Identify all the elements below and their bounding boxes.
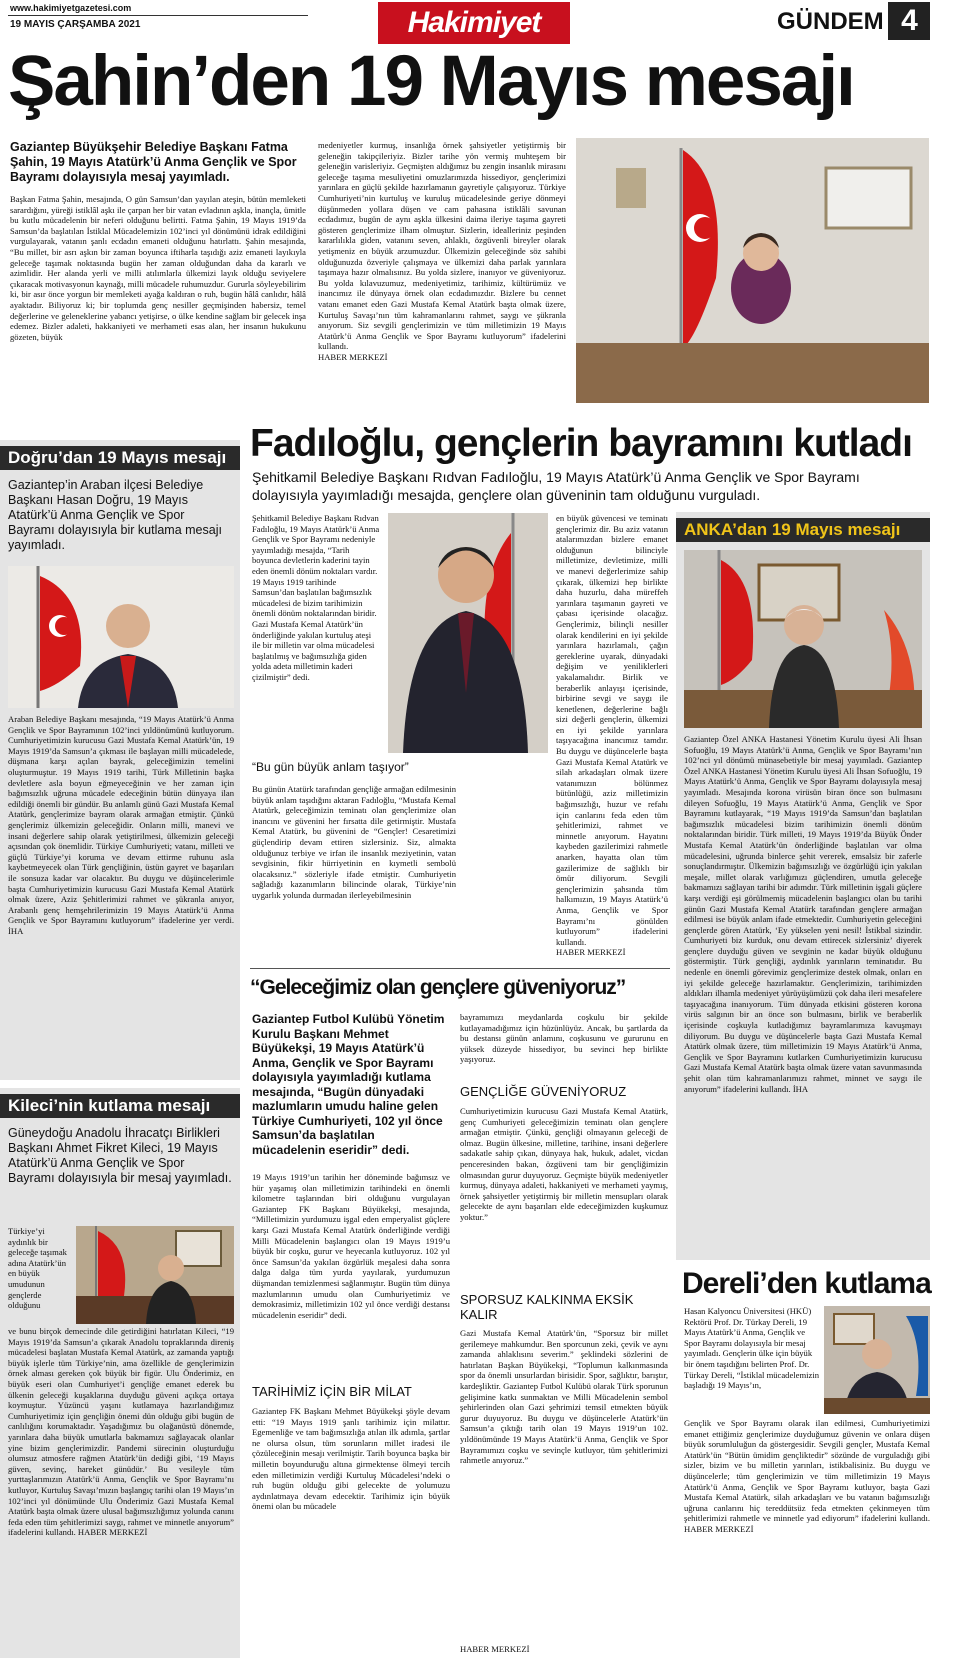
gfk-byline: HABER MERKEZİ bbox=[460, 1644, 530, 1654]
section-label: GÜNDEM bbox=[777, 8, 884, 35]
dereli-body-top: Hasan Kalyoncu Üniversitesi (HKÜ) Rektörü Prof. Dr. Türkay Dereli, 19 Mayıs Atatürk’ü Anma, Gençlik ve Spor Bayramı dolayısıyla bir mesaj yayımladı. Gençlerin ülke için büyük bir önem taşıdığını belirten Prof. Dr. Türkay Dereli, “İstiklal mücadelemizin başladığı 19 Mayıs’ın, bbox=[684, 1306, 820, 1391]
gfk-col1b: Gaziantep FK Başkanı Mehmet Büyükekşi şöyle devam etti: “19 Mayıs 1919 şanlı tarihimiz için milattır. Egemenliğe ve tam bağımsızlığa atılan ilk adımla, şartlar ne olursa olsun, tüm sorunların millet iradesi ile çözüleceğinin mesajı verilmiştir. Tarih boyunca başka bir milletin boyunduruğu altına girmektense ölmeyi tercih eden milletimizin verdiği Kurtuluş Mücadelesi’ndeki o ruh bugün olduğu gibi gelecekte de yolumuzu aydınlatmaya devam edecektir. Tarihimiz için büyük önemi olan bu mücadele bbox=[252, 1406, 450, 1512]
main-byline: HABER MERKEZİ bbox=[318, 351, 388, 362]
gfk-col2: bayramımızı meydanlarda coşkulu bir şekilde kutlayamadığımız için hüzünlüyüz. Ancak, bu şartlarda da bu destansı günün anlamını, coşkusunu ve gururunu en yüksek düzeyde hissediyor, bu sevinci hep birlikte yaşıyoruz. bbox=[460, 1012, 668, 1065]
issue-date: 19 MAYIS ÇARŞAMBA 2021 bbox=[10, 19, 141, 30]
gfk-headline: “Geleceğimiz olan gençlere güveniyoruz” bbox=[250, 976, 626, 999]
kileci-lead: Güneydoğu Anadolu İhracatçı Birlikleri Başkanı Ahmet Fikret Kileci, 19 Mayıs Atatürk’ü Anma Gençlik ve Spor Bayramı dolayısıyla bir mesaj yayımladı. bbox=[8, 1126, 232, 1185]
anka-body: Gaziantep Özel ANKA Hastanesi Yönetim Kurulu üyesi Ali İhsan Sofuoğlu, 19 Mayıs Atatürk’ü Anma, Gençlik ve Spor Bayramı’nın 102’nci yıl dönümü münasebetiyle bir mesaj yayımladı. Gaziantep Özel ANKA Hastanesi Yönetim Kurulu üyesi Ali İhsan Sofuoğlu, 19 Mayıs Atatürk’ü Anma, Gençlik ve Spor Bayramı dolayısıyla mesaj yayımladı. Mesajında korona virüsün biran önce son bulmasını dileyen Sofuoğlu, 19 Mayıs Atatürk’ü Anma, Gençlik ve Spor Bayramını kutlayarak, “19 Mayıs 1919’da Samsun’dan başlatılan bağımsızlık mücadelesi bizim tarihimizin önemli dönüm noktalarından biridir. Türk milleti, 19 Mayıs 1919’da Büyük Önder Mustafa Kemal Atatürk’ün önderliğinde başlatılan var olma mücadelesini, uğrunda binlerce şehit vererek, emsalsiz bir zaferle sonuçlandırmıştır. Ülkemizin bağımsızlığı ve özgürlüğü için yakılan meşale, millet olarak varlığımızı güçlendiren, umutla geleceğe bakmamızı sağlayan tarihi bir adımdır. Türk milletinin işgali güçlere karşı verdiği eşi görülmemiş mücadelenin başlangıcı olan bu tarihi günün Gazi Mustafa Kemal Atatürk tarafından gençlere armağan edilmesi ise büyük anlam ifade etmektedir. Cumhuriyetin geleceğini gençlerde gören Atatürk, ‘Ey yükselen yeni nesil! İstikbal sizindir. Cumhuriyeti biz kurduk, onu devam ettirecek sizlersiniz’ diyerek gençlere duyduğu güven ve sevginin ne kadar büyük olduğunu göstermiştir. Türk gençliği, aydınlık yarınların teminatıdır. Bu nedenle en önemli görevimiz gençlerimize destek olmak, onları en iyi şekilde geleceğe hazırlamaktır. Gençlerimizin, tarihimizden aldıkları ilhamla medeniyet yürüyüşümüzü çok daha ileri mesafelere taşıyacağına inanıyorum. Tüm dünyada etkisini gösteren korona virüs salgının bir an önce son bulmasını, birlik ve beraberlik içerisinde coşkuyla kutladığımız bayramlarımıza kavuşmayı diliyorum. Bu duygu ve düşüncelerle başta Gazi Mustafa Kemal Atatürk olmak üzere, tüm milletimizin 19 Mayıs Atatürk’ü Anma, Gençlik ve Spor Bayramını kutlarken Cumhuriyetimizin kurucusu Gazi Mustafa Kemal Atatürk başta olmak üzere vatan savunmasında şehit olan tüm kahramanlarımızı rahmet, minnet ve saygı ile anıyorum” ifadelerini kullandı. İHA bbox=[684, 734, 922, 1094]
anka-photo-illustration bbox=[684, 550, 922, 728]
gfk-col2c: Gazi Mustafa Kemal Atatürk’ün, “Sporsuz bir millet gerilemeye mahkumdur. Ben sporcunun zeki, çevik ve aynı zamanda ahlaklısını severim.” şeklindeki sözlerini de hatırlatan Başkan Büyükekşi, “Toplumun kalkınmasında spor da önemli unsurlardan birisidir. Spor, sağlıktır, barıştır, kardeşliktir. Gaziantep Futbol Kulübü olarak Türk sporunun gelişimine katkı sunmaktan ve Milli Mücadelenin sembol şehirlerinden olan Gazi şehrimizi temsil etmekten büyük gurur duyuyoruz. Bu duygu ve düşüncelerle Atatürk’ün Samsun’a çıktığı tarih olan 19 Mayıs 1919’un 102. yıldönümünde 19 Mayıs Atatürk’ü Anma, Gençlik ve Spor Bayramımızı coşku ve sevinçle kutluyor, tüm şehitlerimizi rahmetle anıyoruz.” bbox=[460, 1328, 668, 1466]
kileci-photo-illustration bbox=[76, 1226, 234, 1324]
gfk-col2b: Cumhuriyetimizin kurucusu Gazi Mustafa Kemal Atatürk, genç Cumhuriyeti geleceğimizin teminatı olan gençlere armağan etmiştir. Çünkü, gençliği olmayanın geleceği de olmaz. Bugün ülkesine, milletine, tarihine, insani değerlere sadakatle sahip çıkan, dünyaya hak, hukuk, adalet, vicdan penceresinden bakan, özgüveni tam bir gençliğimizin olmasından gurur duyuyoruz. Geçmişte büyük medeniyetler kurmuş, dünyaya adaleti, hakkaniyeti ve merhameti yaymış, örnek şahsiyetler yetiştirmiş bir milletin mensupları olarak gelecekte de aynı başarıları elde edeceğimizden kuşkumuz yoktur.” bbox=[460, 1106, 668, 1222]
anka-photo bbox=[684, 550, 922, 728]
dereli-heading: Dereli’den kutlama bbox=[682, 1267, 931, 1300]
page-number-box bbox=[888, 2, 930, 40]
kileci-photo bbox=[76, 1226, 234, 1324]
gfk-lead: Gaziantep Futbol Kulübü Yönetim Kurulu Başkanı Mehmet Büyükekşi, 19 Mayıs Atatürk’ü Anma, Gençlik ve Spor Bayramı dolayısıyla yayımladığı kutlama mesajında, “Bugün dünyadaki mazlumların umudu haline gelen Türkiye Cumhuriyeti, 102 yıl önce Samsun’da başlatılan mücadelenin eseridir” dedi. bbox=[252, 1012, 445, 1157]
fadil-col1: Şehitkamil Belediye Başkanı Rıdvan Fadıloğlu, 19 Mayıs Atatürk’ü Anma Gençlik ve Spor Bayramı nedeniyle yayımladığı mesajda, “Tarih boyunca devletlerin kaderini tayin eden önemli dönüm noktaları vardır. 19 Mayıs 1919 tarihinde Samsun’dan başlatılan bağımsızlık mücadelesi de bizim tarihimizin önemli dönüm noktalarından biridir. Gazi Mustafa Kemal Atatürk’ün önderliğinde yakılan kurtuluş ateşi ile bir milletin var olma mücadelesi başlatılmış ve bağımsızlığa giden yolda adeta milletimin kaderi çizilmiştir” dedi. bbox=[252, 513, 380, 682]
dogru-lead: Gaziantep’in Araban ilçesi Belediye Başkanı Hasan Doğru, 19 Mayıs Atatürk’ü Anma Gençlik ve Spor Bayramı dolayısıyla bir kutlama mesajı yayımladı. bbox=[8, 478, 222, 552]
sahin-photo-illustration bbox=[576, 138, 929, 403]
logo-text: Hakimiyet bbox=[407, 6, 541, 39]
gfk-sub2: GENÇLİĞE GÜVENİYORUZ bbox=[460, 1084, 627, 1099]
page-number: 4 bbox=[901, 4, 917, 37]
gfk-sub1: TARİHİMİZ İÇİN BİR MİLAT bbox=[252, 1384, 412, 1399]
dereli-photo-illustration bbox=[824, 1306, 930, 1414]
main-lead: Gaziantep Büyükşehir Belediye Başkanı Fatma Şahin, 19 Mayıs Atatürk’ü Anma Gençlik ve Spor Bayramı dolayısıyla mesaj yayımladı. bbox=[10, 140, 297, 184]
fadil-col3-body: en büyük güvencesi ve teminatı gençlerimiz dir. Bu aziz vatanın atalarımızdan bizlere emanet olduğunun bilinciyle milletimize, devletimize, milli ve manevi değerlerimize sahip çıkarak, ülkemizi hep birlikte daha huzurlu, daha müreffeh yarınlara taşımanın gayreti ve çabası içerisinde olacağız. Gençlerimiz, bilinçli nesiller olarak kendilerini en iyi şekilde yarınlara hazırlamalı, çağın gereklerine uyarak, dünyadaki değişim ve yeniliklerleri yakalamalıdır. Birlik ve beraberlik anlayışı içerisinde, birbirine sevgi ve saygı ile kenetlenen, değerlerine bağlı sizi değerli gençlerin, ülkemizi en iyi şekilde yarınlara taşıyacağına inancımız tamdır. Bu duygu ve düşüncelerle başta Gazi Mustafa Kemal Atatürk ve silah arkadaşları olmak üzere vatanımızın bölünmez bütünlüğü, aziz milletimizin bağımsızlığı, huzur ve refahı için canlarını feda eden tüm şehitlerimizi, rahmet ve minnetle anıyorum. Hayatını kaybeden gazilerimizi rahmetle anarken, hayatta olan tüm gazilerimize de sağlıklı bir ömür diliyorum. Sevgili gençlerimizin şahsında tüm halkımızın, 19 Mayıs Atatürk’ü Anma, Gençlik ve Spor Bayramı’nı gönülden kutluyorum” ifadelerini kullandı. bbox=[556, 513, 668, 947]
gfk-rule bbox=[250, 968, 670, 969]
anka-heading: ANKA’dan 19 Mayıs mesajı bbox=[676, 518, 930, 542]
main-headline: Şahin’den 19 Mayıs mesajı bbox=[8, 42, 854, 121]
dereli-photo bbox=[824, 1306, 930, 1414]
sahin-photo bbox=[576, 138, 929, 403]
main-col2-text: medeniyetler kurmuş, insanlığa örnek şahsiyetler yetiştirmiş bir geleneğin takipçileriyiz. Bizler tarihe yön vermiş muhteşem bir geleneğin varisleriyiz. Geçmişten aldığımız bu zengin insanlık mirasını geleceğe taşıma mesuliyetini omuzlarımızda hissediyor, gençlerimizi yarınlara en güçlü şekilde hazırlamanın gayretiyle çalışıyoruz. Türkiye Cumhuriyeti’nin kurtuluş ve kuruluş mücadelesinde geriye dönmeyi düşünmeden yollara düşen ve cam pahasına istiklâli savunan ecdadımız, bugün de aynı aşkla ülkesini daima ileriye taşıma gayreti gösteren gençlerimize ilham olmuştur. Sizlerin, idealleriniz peşinden kararlılıkla giden, vatanını seven, ahlaklı, özgüvenli bireyler olarak yetişmeniz en büyük arzumuzdur. Ülkemizin geleceğinde söz sahibi olduğunuzda özveriyle çalışmaya ve ülkemizi daha parlak yarınlara taşımaya hazır olmalısınız. Bu yolda sizlere, inanıyor ve güveniyoruz. Bu yolda kılavuzumuz, medeniyetimiz, tarihimiz, kültürümüz ve inancımız ile dünyaya örnek olan ecdadımızdır. Bizlere bu cennet vatanı emanet eden Gazi Mustafa Kemal Atatürk başta olmak üzere, Kurtuluş Savaşı’nın tüm kahramanlarını rahmet, saygı ve şükranla anıyorum. Siz sevgili gençlerimizin ve tüm milletimizin 19 Mayıs Atatürk’ü Anma Gençlik ve Spor Bayramı kutluyorum” ifadelerini kullandı. bbox=[318, 140, 566, 352]
fadil-headline: Fadıloğlu, gençlerin bayramını kutladı bbox=[250, 422, 912, 465]
gfk-sub3: SPORSUZ KALKINMA EKSİK KALIR bbox=[460, 1292, 634, 1322]
kileci-body: ve bunu birçok demecinde dile getirdiğini hatırlatan Kileci, “19 Mayıs 1919’da Samsun’a çıkarak Anadolu topraklarında direniş mücadelesi başlatan Mustafa Kemal Atatürk, az zamanda yaptığı büyük işlerle tüm Türkiye’nin, ama özellikle de gençlerimizin örnek alması gereken çok büyük bir figür. Ulu Önderimiz, en büyük eseri olan Cumhuriyet’i gençliğe emanet ederek bu ülkenin geleceği kuşaklarına duyduğu güveni açıkça ortaya koymuştur. Yüzüncü yaşını kutlamaya hazırlandığımız Cumhuriyetimiz için gençliğin önemi dün olduğu gibi bugün de canlılığını korumaktadır. Yaşadığımız bu olağanüstü dönemde, yarınlara daha büyük umutlarla bakmamızı sağlayacak olanlar yine bizim gençlerimizdir. Pandemi sürecinin oluşturduğu olumsuz atmosfere rağmen Atatürk’ün dediği gibi, ‘19 Mayıs güven, sevinç, hareket günüdür.’ Bu vesileyle tüm yurttaşlarımızın Atatürk’ü Anma, Gençlik ve Spor Bayramı’nı kutluyor, Kurtuluş Savaşı’mızın başlangıç tarihi olan 19 Mayıs’ın 102’inci yıl dönümünde Ulu Önderimiz Gazi Mustafa Kemal Atatürk başta olmak üzere ulusal bağımsızlığımız yolunda canını feda eden tüm şehitlerimizi saygı, rahmet ve minnetle anıyorum” ifadelerini kullandı. HABER MERKEZİ bbox=[8, 1326, 234, 1538]
gfk-col1: 19 Mayıs 1919’un tarihin her döneminde bağımsız ve hür yaşamış olan milletimizin tarihindeki en önemli kilometre taşlarından biri olduğunu vurgulayan Gaziantep FK Başkanı Büyükekşi, mesajında, “Milletimizin yurdumuzu işgal eden emperyalist güçlere karşı Gazi Mustafa Kemal Atatürk önderliğinde verdiği Milli Mücadelenin başlangıcı olan 19 Mayıs 1919’u büyük bir coşku, gurur ve heyecanla kutluyoruz. 102 yıl önce Samsun’da yakılan özgürlük meşalesi daha sonra dalga dalga tüm yurda yayılarak, yurdumuzun düşmandan temizlenmesi sağlanmıştır. Bugün tüm dünya mazlumlarının umudu olan Cumhuriyetimiz ve demokrasimiz, milletimizin 102 yıl önce verdiği destansı mücadelenin eseridir” dedi. bbox=[252, 1172, 450, 1320]
header-rule bbox=[8, 15, 308, 16]
kileci-heading: Kileci’nin kutlama mesajı bbox=[0, 1094, 240, 1118]
main-col2 bbox=[318, 140, 566, 425]
dereli-body: Gençlik ve Spor Bayramı olarak ilan edilmesi, Cumhuriyetimizi emanet ettiğimiz gençlerimize duyduğumuz güvenin ve onlara düşen büyük sorumluluğun da göstergesidir. Sevgili gençler, Mustafa Kemal Atatürk’ün “Bütün ümidim gençliktedir” sözünde de vurguladığı gibi sizler, bizim ve bu milletin yarınları, istikbalisiniz. Bu duygu ve düşüncelerle; tüm gençlerimizin ve tüm milletimizin 19 Mayıs Atatürk’ü Anma, Gençlik ve Spor Bayramı kutluyor, başta Gazi Mustafa Kemal Atatürk, silah arkadaşları ve bu vatanın bağımsızlığı uğruna canlarını hiç tereddütsüz feda etmekten çekinmeyen tüm şehitlerimizi rahmetle ve minnetle yad ediyorum” ifadelerini kullandı. HABER MERKEZİ bbox=[684, 1418, 930, 1534]
kileci-body-top: Türkiye’yi aydınlık bir geleceğe taşımak adına Atatürk’ün en büyük umudunun gençlerde olduğunu bbox=[8, 1226, 67, 1311]
fadil-lead: Şehitkamil Belediye Başkanı Rıdvan Fadıloğlu, 19 Mayıs Atatürk’ü Anma Gençlik ve Spor Bayramı dolayısıyla yayımladığı mesajda, gençlere olan güveninin tam olduğunu vurguladı. bbox=[252, 469, 860, 503]
dogru-heading: Doğru’dan 19 Mayıs mesajı bbox=[0, 446, 240, 470]
fadil-quote: “Bu gün büyük anlam taşıyor” bbox=[252, 760, 409, 774]
fadil-col3-text bbox=[556, 513, 668, 961]
website-url: www.hakimiyetgazetesi.com bbox=[10, 3, 132, 13]
fadil-col1b: Bu günün Atatürk tarafından gençliğe armağan edilmesinin büyük anlam taşıdığını aktaran Fadıloğlu, “Mustafa Kemal Atatürk, geleceğimizin teminatı olan gençlerimize olan inancını ve güvenini her fırsatta dile getirmiştir. Mustafa Kemal Atatürk, bu güvenini de “Gençler! Cesaretimizi güçlendirip devam ettiren sizlersiniz. Siz, almakta olduğunuz terbiye ve irfan ile insanlık meziyetinin, vatan sevgisinin, fikir hürriyetinin en kıymetli sembolü olacaksınız.” sözleriyle ifade etmiştir. Cumhuriyetin sağladığı kazanımların bilincinde olarak, Türkiye’nin uygarlık yolunda durmadan ilerleyebilmesinin bbox=[252, 784, 456, 900]
fadil-byline: HABER MERKEZİ bbox=[556, 947, 626, 958]
main-col1: Başkan Fatma Şahin, mesajında, O gün Samsun’dan yayılan ateşin, bütün memleketi sarardığını, yüreği istiklâl aşkı ile çarpan her bir vatan evladının aşkla, inançla, ümitle bu kutlu mücadelenin bir neferi olduğunu belirtti. Fatma Şahin, 19 Mayıs 1919’da Samsun’da başlatılan İstiklal Mücadelemizin 102’inci yıl dönümünü idrak edildiğini vurgulayarak, vatanın şanlı ecdadın emaneti olduğunu hatırlattı. Şahin mesajında, “Bu millet, bir asrı aşkın bir zaman boyunca iftiharla taşıdığı aziz emaneti layıkıyla geleceğe taşımak noktasında bugün her zaman olduğundan daha da kararlı ve azimlidir. Her alanda yerli ve milli atılımlarla ülkemizi layık olduğu seviyelere çıkaracak motivasyonun kaynağı, milli mücadele ruhumuzdur. Gururla söyleyebilirim ki, bir asır önce yorgun bir memleketi ayağa kaldıran o ruh, bugün hâlâ canlıdır, hâlâ ayaktadır. Biliyoruz ki; bir toplumda genç nesiller geçmişinden habersiz, temel değerlerine ve geleneklerine yabancı yetişirse, o ülke kendine sağlam bir gelecek inşa edemez. Bizler adaleti, hakkaniyeti ve merhameti esas alan, her insanın hukukunu gözeten, büyük bbox=[10, 194, 306, 342]
dogru-photo-illustration bbox=[8, 566, 234, 708]
masthead-logo bbox=[378, 2, 570, 44]
dogru-photo bbox=[8, 566, 234, 708]
dogru-body: Araban Belediye Başkanı mesajında, “19 Mayıs Atatürk’ü Anma Gençlik ve Spor Bayramının 102’inci yıldönümünü kutluyorum. Cumhuriyetimizin kurucusu Gazi Mustafa Kemal Atatürk’ün, 19 Mayıs 1919’da Samsun’a çıkması ile başlayan milli mücadelede, düşmana karşı açılan bayrak, geleceğimizin temelini oluşturmuştur. 19 Mayıs 1919 tarihi, Türk Milletinin başka devletlere asla boyun eğmeyeceğinin ve her zaman için bağımsızlık uğruna mücadele edeceğinin bütün dünyaya ilan edildiği önemli bir gündür. Bu anlamlı günü Gazi Mustafa Kemal Atatürk, gençlerimize bayram olarak armağan etmiştir. Çünkü gençlerimiz ülkemizin geleceğidir. Onların milli, manevi ve insani değerlere sahip olarak yetiştirilmesi, ülkemizin geleceği açısından çok önemlidir. Türkiye Cumhuriyeti; vatanı, milleti ve güçlü Türkiye’yi koruma ve devam ettirme ruhunu asla kaybetmeyecek olan Türk gençliğinin, üstün gayret ve başarıları ile sonsuza kadar var olacaktır. Bu duygu ve düşüncelerimle başta Cumhuriyetimizin kurucusu Gazi Mustafa Kemal Atatürk olmak üzere, Aziz Şehitlerimizi rahmet ve şükranla anıyor, Arabanlı genç hemşehrilerimizin 19 Mayıs Atatürk’ü Anma Gençlik ve Spor Bayramını kutluyorum” ifadelerine yer verdi. İHA bbox=[8, 714, 234, 936]
